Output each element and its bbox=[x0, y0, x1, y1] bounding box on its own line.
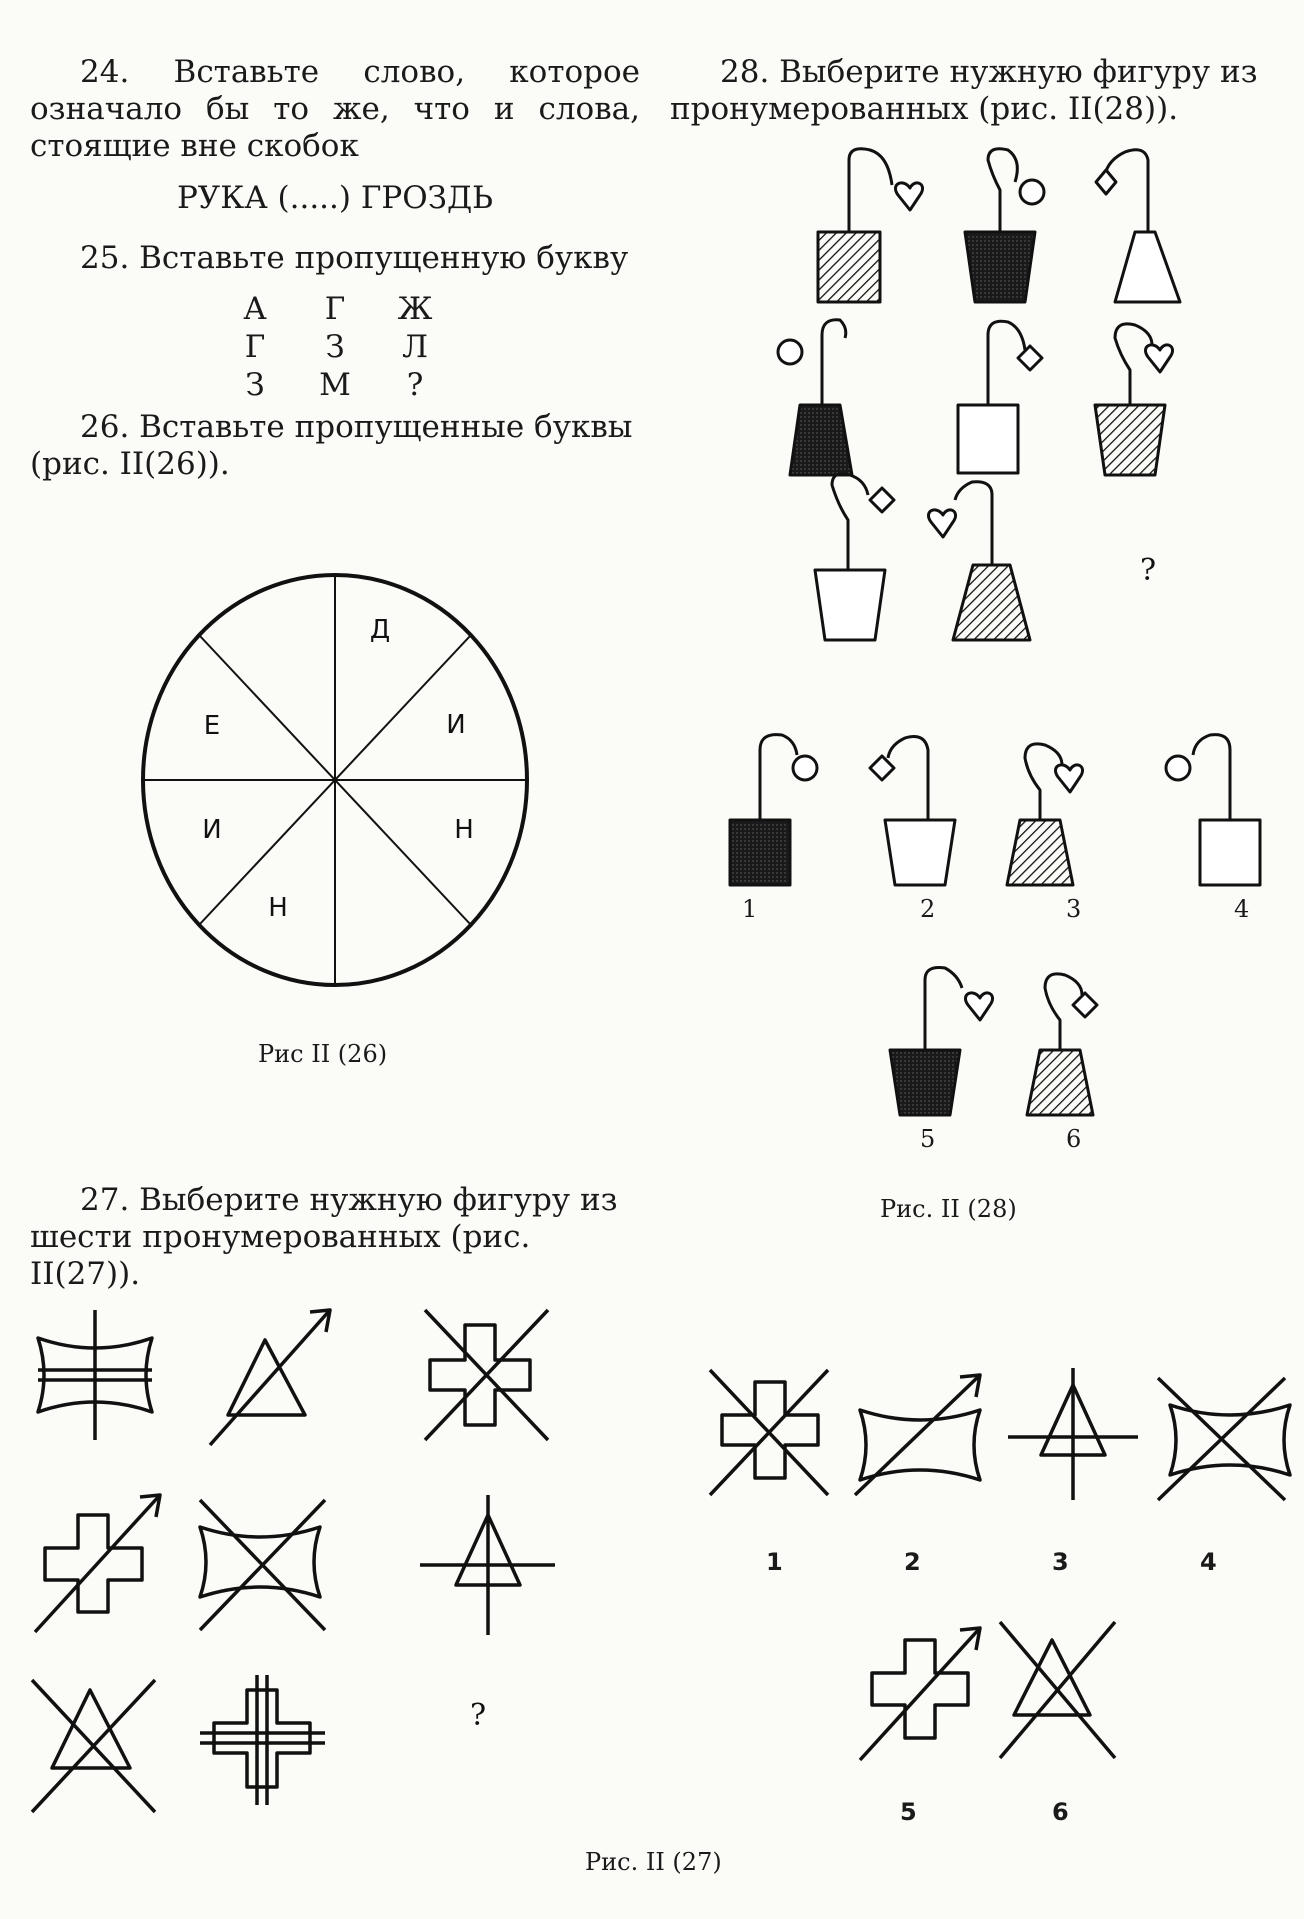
figure-26-caption: Рис II (26) bbox=[258, 1040, 388, 1068]
grid-cell: Л bbox=[402, 329, 428, 365]
option-5-dark-trapezoid-heart bbox=[890, 968, 993, 1116]
figure-28-grid bbox=[760, 140, 1220, 660]
wheel-letter: Д bbox=[369, 615, 391, 645]
cross-x-figure bbox=[425, 1310, 548, 1440]
option-label: 5 bbox=[900, 1798, 917, 1826]
option-5-cross-arrow bbox=[860, 1628, 980, 1760]
grid-cell: М bbox=[319, 367, 351, 403]
option-2-white-trapezoid-diamond bbox=[870, 737, 955, 886]
option-label: 6 bbox=[1066, 1125, 1082, 1153]
dark-trapezoid-circle-2 bbox=[778, 320, 852, 475]
triangle-arrow-figure bbox=[210, 1310, 330, 1445]
option-1-dark-square-circle bbox=[730, 735, 817, 885]
grid-cell: З bbox=[245, 367, 265, 403]
option-label: 3 bbox=[1052, 1548, 1069, 1576]
triangle-cross-figure bbox=[420, 1495, 555, 1635]
wheel-letter: Н bbox=[268, 893, 288, 923]
letter-wheel bbox=[138, 570, 532, 990]
option-label: 1 bbox=[742, 895, 758, 923]
figure-27-caption: Рис. II (27) bbox=[585, 1848, 722, 1876]
cross-double-cross-figure bbox=[200, 1675, 325, 1805]
option-label: 1 bbox=[766, 1548, 783, 1576]
grid-cell: А bbox=[243, 291, 267, 327]
question-26-text: 26. Вставьте пропущенные буквы (рис. II(26)). bbox=[30, 409, 633, 482]
question-24-text: 24. Вставьте слово, которое означало бы то же, что и слова, стоящие вне скобок bbox=[30, 54, 640, 164]
question-24-expression: РУКА (.....) ГРОЗДЬ bbox=[176, 180, 494, 216]
question-mark: ? bbox=[469, 1698, 487, 1733]
option-2-concave-arrow bbox=[855, 1375, 980, 1495]
white-trapezoid-diamond bbox=[1096, 150, 1180, 302]
grid-cell: ? bbox=[406, 367, 424, 403]
option-label: 3 bbox=[1066, 895, 1082, 923]
hatched-square-heart bbox=[818, 149, 923, 302]
grid-cell: Г bbox=[244, 329, 266, 365]
triangle-x-figure bbox=[32, 1680, 155, 1812]
hatched-trapezoid-heart-2 bbox=[928, 482, 1030, 640]
white-square-diamond bbox=[958, 321, 1042, 473]
grid-cell: Ж bbox=[397, 291, 433, 327]
hatched-trapezoid-heart bbox=[1095, 324, 1173, 475]
white-trapezoid-diamond-2 bbox=[815, 474, 894, 640]
question-27-text: 27. Выберите нужную фигуру из шести пронумерованных (рис. II(27)). bbox=[30, 1182, 618, 1292]
dark-trapezoid-circle bbox=[965, 149, 1044, 302]
cross-arrow-figure bbox=[35, 1495, 160, 1632]
option-label: 4 bbox=[1200, 1548, 1217, 1576]
question-28-text: 28. Выберите нужную фигуру из пронумерованных (рис. II(28)). bbox=[670, 54, 1258, 127]
concave-rect-cross-figure bbox=[38, 1310, 152, 1440]
option-label: 2 bbox=[904, 1548, 921, 1576]
wheel-letter: И bbox=[446, 710, 466, 740]
wheel-letter: Н bbox=[454, 815, 474, 845]
option-3-hatched-trapezoid-heart bbox=[1007, 744, 1083, 885]
grid-cell: З bbox=[325, 329, 345, 365]
option-label: 2 bbox=[920, 895, 936, 923]
grid-cell: Г bbox=[324, 291, 346, 327]
question-mark: ? bbox=[1139, 553, 1157, 588]
option-label: 5 bbox=[920, 1125, 936, 1153]
option-4-concave-x bbox=[1158, 1378, 1290, 1500]
option-6-hatched-trapezoid-diamond bbox=[1027, 974, 1097, 1115]
option-label: 6 bbox=[1052, 1798, 1069, 1826]
letter-grid bbox=[230, 290, 440, 404]
wheel-letter: И bbox=[202, 815, 222, 845]
option-4-white-square-circle bbox=[1166, 735, 1260, 885]
option-label: 4 bbox=[1234, 895, 1250, 923]
option-3-triangle-cross bbox=[1008, 1368, 1138, 1500]
option-6-triangle-x bbox=[1000, 1622, 1115, 1758]
concave-rect-x-figure bbox=[200, 1500, 325, 1630]
figure-28-options bbox=[700, 720, 1290, 1140]
option-1-cross-x bbox=[710, 1370, 828, 1495]
figure-27-grid bbox=[0, 1290, 600, 1830]
wheel-letter: Е bbox=[203, 711, 221, 741]
figure-28-caption: Рис. II (28) bbox=[880, 1195, 1017, 1223]
question-25-text: 25. Вставьте пропущенную букву bbox=[80, 240, 629, 276]
